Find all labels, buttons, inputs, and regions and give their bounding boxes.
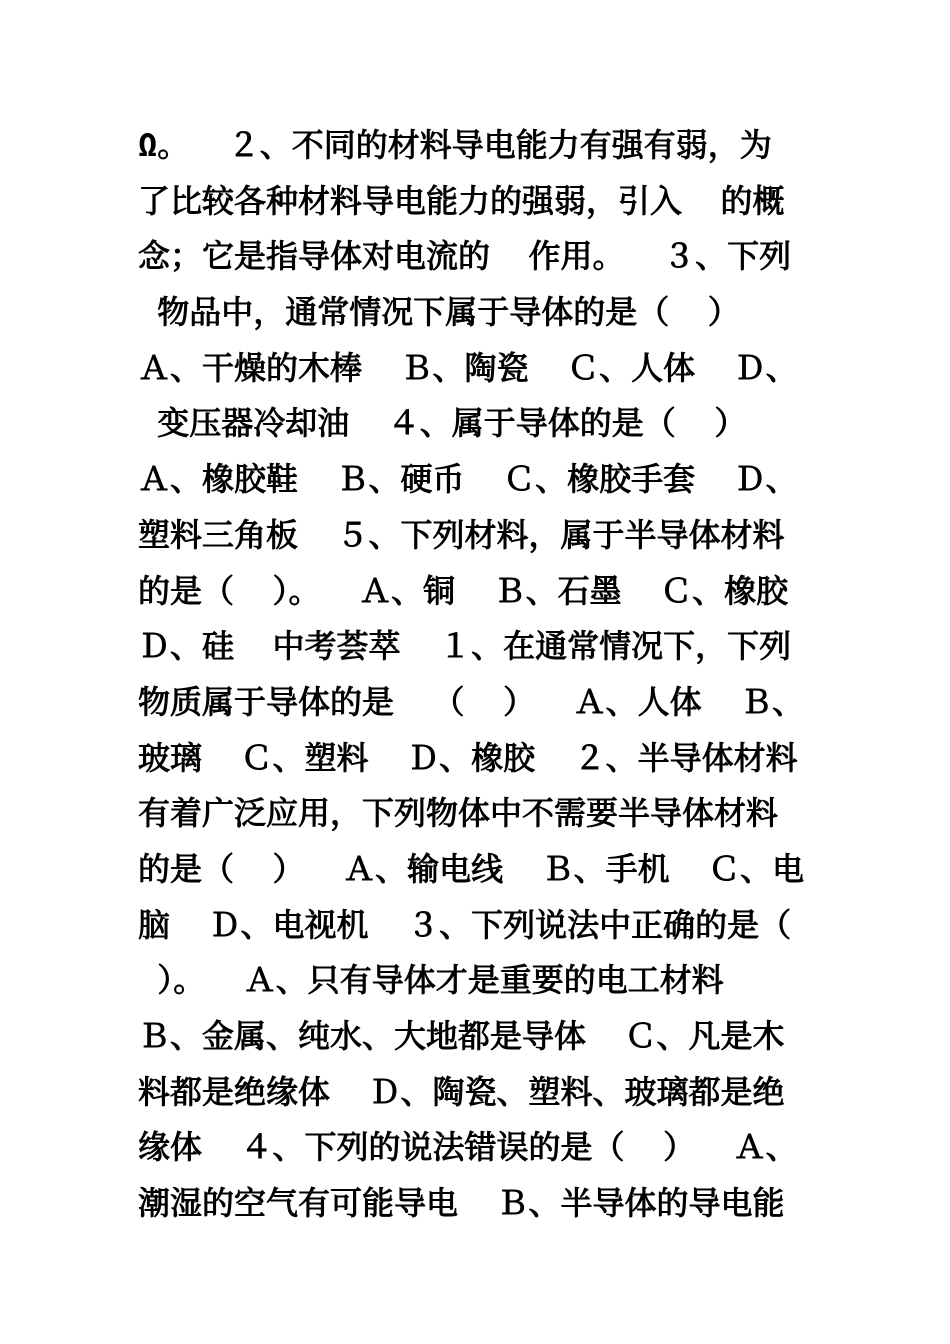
text-line: 潮湿的空气有可能导电 Ｂ、半导体的导电能: [138, 1184, 785, 1223]
text-line: Ａ、橡胶鞋 Ｂ、硬币 Ｃ、橡胶手套 Ｄ、: [138, 460, 798, 499]
text-line: 塑料三角板 ５、下列材料，属于半导体材料: [138, 515, 785, 554]
text-line: 的是（ ） Ａ、输电线 Ｂ、手机 Ｃ、电: [138, 849, 805, 888]
text-line: 物品中，通常情况下属于导体的是（ ）: [138, 293, 740, 332]
text-line: 物质属于导体的是 （ ） Ａ、人体 Ｂ、: [138, 682, 805, 721]
body-text: [138, 118, 828, 1232]
text-line: Ｂ、金属、纯水、大地都是导体 Ｃ、凡是木: [138, 1017, 785, 1055]
text-line: Ａ、干燥的木棒 Ｂ、陶瓷 Ｃ、人体 Ｄ、: [138, 348, 798, 387]
text-line: Ｄ、硅 中考荟萃 １、在通常情况下，下列: [138, 627, 792, 666]
text-line: Ω。 ２、不同的材料导电能力有强有弱，为: [138, 126, 772, 164]
text-line: ）。 Ａ、只有导体才是重要的电工材料: [138, 961, 724, 1000]
text-line: 脑 Ｄ、电视机 ３、下列说法中正确的是（: [138, 905, 792, 944]
text-line: 有着广泛应用，下列物体中不需要半导体材料: [138, 794, 779, 833]
text-line: 的是（ ）。 Ａ、铜 Ｂ、石墨 Ｃ、橡胶: [138, 571, 789, 610]
text-line: 玻璃 Ｃ、塑料 Ｄ、橡胶 ２、半导体材料: [138, 738, 798, 777]
text-line: 料都是绝缘体 Ｄ、陶瓷、塑料、玻璃都是绝: [138, 1072, 785, 1111]
text-line: 变压器冷却油 ４、属于导体的是（ ）: [138, 404, 747, 443]
text-line: 缘体 ４、下列的说法错误的是（ ） Ａ、: [138, 1128, 798, 1167]
text-line: 了比较各种材料导电能力的强弱，引入 的概: [138, 181, 785, 220]
text-line: 念；它是指导体对电流的 作用。 ３、下列: [138, 237, 792, 276]
